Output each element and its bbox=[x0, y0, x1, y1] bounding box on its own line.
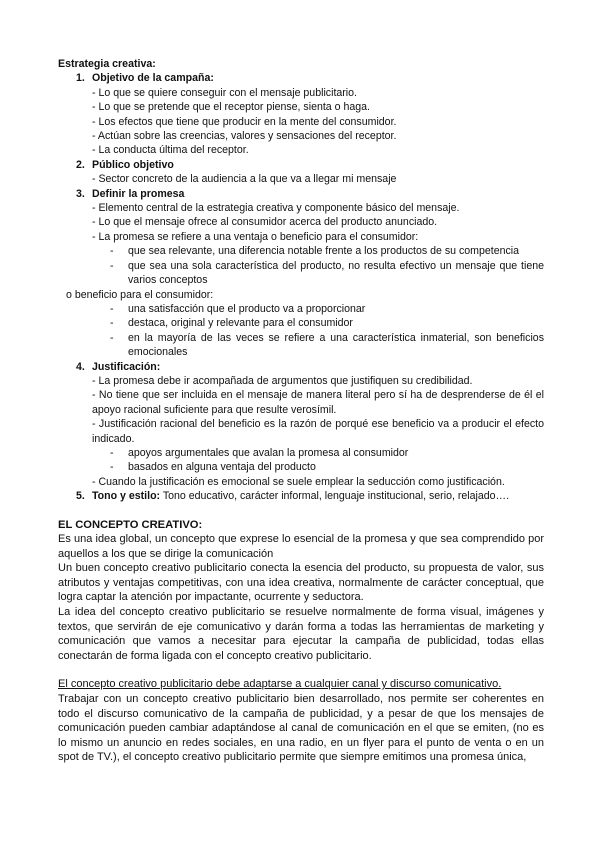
section-heading: Definir la promesa bbox=[92, 187, 185, 200]
text-line: - Lo que el mensaje ofrece al consumidor acerca del producto anunciado. bbox=[92, 216, 438, 229]
bullet-text: que sea relevante, una diferencia notable frente a los productos de su competencia bbox=[128, 245, 520, 258]
section-heading: Tono y estilo: bbox=[92, 490, 161, 503]
text-line: o beneficio para el consumidor: bbox=[66, 288, 214, 301]
section-text: Tono educativo, carácter informal, lenguaje institucional, serio, relajado…. bbox=[160, 490, 510, 503]
section-number: 1. bbox=[76, 72, 85, 85]
bullet-text: basados en alguna ventaja del producto bbox=[128, 461, 316, 474]
bullet-item bbox=[58, 460, 544, 474]
dash-marker: - bbox=[110, 461, 114, 474]
underlined-statement: El concepto creativo publicitario debe adaptarse a cualquier canal y discurso comunicativo. bbox=[58, 678, 502, 691]
dash-marker: - bbox=[110, 245, 114, 258]
dash-marker: - bbox=[110, 317, 114, 330]
dash-marker: - bbox=[110, 302, 114, 315]
text-line: - Cuando la justificación es emocional se suele emplear la seducción como justificación. bbox=[92, 475, 505, 488]
section-promesa bbox=[58, 187, 544, 201]
bullet-item bbox=[58, 446, 544, 460]
text-line: - Lo que se quiere conseguir con el mensaje publicitario. bbox=[92, 86, 357, 99]
paragraph: Trabajar con un concepto creativo publicitario bien desarrollado, nos permite ser coherentes en todo el discurso comunicativo de la campaña de publicidad, y a pesar de que los mensajes de comunicación pueden cambiar adaptándose al canal de comunicación en el que se emiten, (no es lo mismo un anuncio en redes sociales, en una radio, en un flyer para el punto de venta o en un spot de TV.), el concepto creativo publicitario permite que siempre emitimos una promesa única, bbox=[58, 692, 544, 764]
bullet-item bbox=[58, 316, 544, 330]
section-number: 2. bbox=[76, 158, 85, 171]
bullet-text: en la mayoría de las veces se refiere a una característica inmaterial, son beneficios emocionales bbox=[128, 331, 544, 359]
text-line: - La promesa se refiere a una ventaja o beneficio para el consumidor: bbox=[92, 230, 419, 243]
paragraph: La idea del concepto creativo publicitario se resuelve normalmente de forma visual, imágenes y textos, que servirán de eje comunicativo y darán forma a todas las herramientas de marketing y comunicación que vamos a necesitar para ejecutar la campaña de publicidad, todas ellas conectarán de forma ligada con el concepto creativo publicitario. bbox=[58, 605, 544, 662]
text-line: - Lo que se pretende que el receptor piense, sienta o haga. bbox=[92, 101, 370, 114]
dash-marker: - bbox=[110, 446, 114, 459]
dash-marker: - bbox=[110, 259, 114, 272]
bullet-text: apoyos argumentales que avalan la promesa al consumidor bbox=[128, 446, 409, 459]
section-heading: Objetivo de la campaña: bbox=[92, 72, 214, 85]
document-content bbox=[58, 57, 544, 765]
text-line: - Los efectos que tiene que producir en la mente del consumidor. bbox=[92, 115, 397, 128]
section-heading: Justificación: bbox=[92, 360, 161, 373]
bullet-item bbox=[58, 302, 544, 316]
section-tono bbox=[58, 489, 544, 503]
section-justificacion bbox=[58, 360, 544, 374]
section-number: 4. bbox=[76, 360, 85, 373]
concepto-heading: EL CONCEPTO CREATIVO: bbox=[58, 518, 203, 531]
section-heading: Público objetivo bbox=[92, 158, 174, 171]
doc-title: Estrategia creativa: bbox=[58, 58, 156, 70]
section-objetivo bbox=[58, 71, 544, 85]
text-line: - No tiene que ser incluida en el mensaje de manera literal pero sí ha de desprenderse de él el apoyo racional suficiente para que resulte verosímil. bbox=[92, 389, 544, 416]
text-line: - Elemento central de la estrategia creativa y componente básico del mensaje. bbox=[92, 202, 460, 215]
paragraph: Es una idea global, un concepto que exprese lo esencial de la promesa y que sea comprendido por aquellos a los que se dirige la comunicación bbox=[58, 533, 544, 560]
bullet-text: que sea una sola característica del producto, no resulta efectivo un mensaje que tiene varios conceptos bbox=[128, 259, 544, 287]
text-line: - Actúan sobre las creencias, valores y sensaciones del receptor. bbox=[92, 130, 397, 143]
text-line: - La promesa debe ir acompañada de argumentos que justifiquen su credibilidad. bbox=[92, 374, 473, 387]
bullet-item bbox=[58, 259, 544, 288]
bullet-item bbox=[58, 331, 544, 360]
paragraph: Un buen concepto creativo publicitario conecta la esencia del producto, su propuesta de valor, sus atributos y ventajas competitivas, con una idea creativa, normalmente de carácter conceptual, que logra captar la atención por impactante, ocurrente y seductora. bbox=[58, 562, 544, 604]
section-publico bbox=[58, 158, 544, 172]
section-number: 5. bbox=[76, 490, 85, 503]
section-number: 3. bbox=[76, 187, 85, 200]
text-line: - Justificación racional del beneficio es la razón de porqué ese beneficio va a producir el efecto indicado. bbox=[92, 418, 544, 445]
bullet-text: una satisfacción que el producto va a proporcionar bbox=[128, 302, 366, 315]
bullet-text: destaca, original y relevante para el consumidor bbox=[128, 317, 353, 330]
dash-marker: - bbox=[110, 331, 114, 344]
bullet-item bbox=[58, 244, 544, 258]
text-line: - La conducta última del receptor. bbox=[92, 144, 249, 157]
text-line: - Sector concreto de la audiencia a la que va a llegar mi mensaje bbox=[92, 173, 397, 186]
